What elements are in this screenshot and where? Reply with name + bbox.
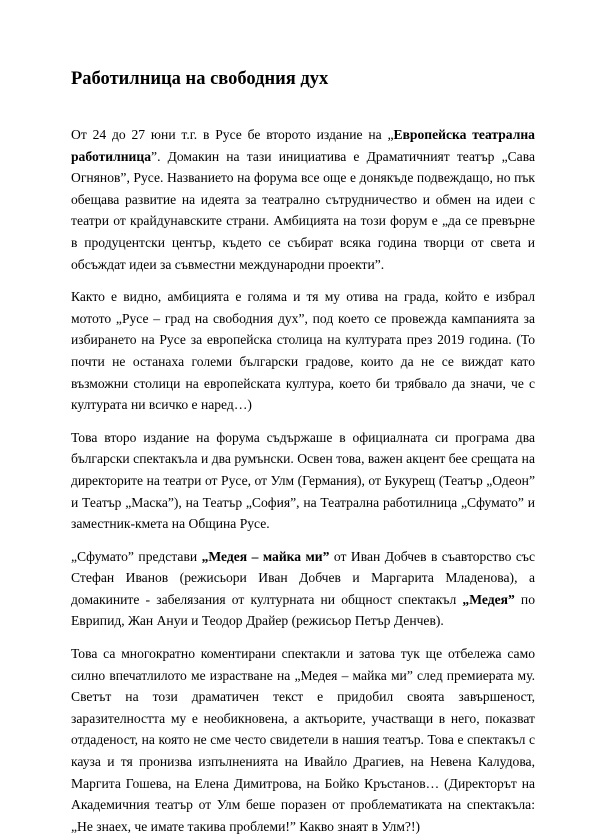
paragraph-4-text-a: „Сфумато” представи xyxy=(71,548,202,564)
paragraph-1-text-b: ”. Домакин на тази инициатива е Драматичният театър „Сава Огнянов”, Русе. Названието на форума все още е донякъде подвеждащо, но пък обещава развитие на идеята за театрално сътрудничество и обмен на идеи с театри от крайдунавските страни. Амбицията на този форум е „да се превърне в продуцентски център, където се събират всяка година творци от света и обсъждат идеи за съвместни международни проекти”. xyxy=(71,148,535,272)
paragraph-2: Както е видно, амбицията е голяма и тя му отива на града, който е избрал мотото „Русе – град на свободния дух”, под което се провежда кампанията за избирането на Русе за европейска столица на културата през 2019 година. (То почти не останаха големи български градове, които да не се виждат като възможни столици на европейската култура, което би трябвало да значи, че с културата ни всичко е наред…) xyxy=(71,289,535,413)
paragraph-1 xyxy=(71,124,535,275)
paragraph-4-text-b: от Иван Добчев в съавторство със Стефан Иванов (режисьори Иван Добчев и Маргарита Младенова), а домакините - забелязания от културната ни общност спектакъл xyxy=(71,548,535,607)
page-title: Работилница на свободния дух xyxy=(71,69,329,89)
paragraph-4 xyxy=(71,546,535,632)
play-title-medea-my-mother: „Медея – майка ми” xyxy=(201,548,330,564)
play-title-medea: „Медея” xyxy=(462,591,515,607)
workshop-name: Европейска театрална работилница xyxy=(71,127,535,164)
paragraph-5: Това са многократно коментирани спектакли и затова тук ще отбележа само силно впечатлилото ме израстване на „Медея – майка ми” след премиерата му. Светът на този драматичен текст е придобил своята завършеност, заразителността му е необикновена, а актьорите, участващи в него, показват отдаденост, на която не сме често свидетели в нашия театър. Това е спектакъл с кауза и тя пронизва изпълненията на Ивайло Драгиев, на Невена Калудова, Маргита Гошева, на Елена Димитрова, на Бойко Кръстанов… (Директорът на Академичния театър от Улм беше поразен от проблематиката на спектакъла: „Не знаех, че имате такива проблеми!” Какво знаят в Улм?!) xyxy=(71,646,535,834)
paragraph-4-text-c: по Еврипид, Жан Ануи и Теодор Драйер (режисьор Петър Денчев). xyxy=(71,591,535,629)
paragraph-1-text-a: От 24 до 27 юни т.г. в Русе бе второто издание на „ xyxy=(71,127,394,142)
paragraph-3: Това второ издание на форума съдържаше в официалната си програма два български спектакъла и два румънски. Освен това, важен акцент бее срещата на директорите на театри от Русе, от Улм (Германия), от Букурещ (Театър „Одеон” и Театър „Маска”), на Театър „София”, на Театрална работилница „Сфумато” и заместник-кмета на Община Русе. xyxy=(71,429,535,532)
article-body xyxy=(71,124,535,837)
